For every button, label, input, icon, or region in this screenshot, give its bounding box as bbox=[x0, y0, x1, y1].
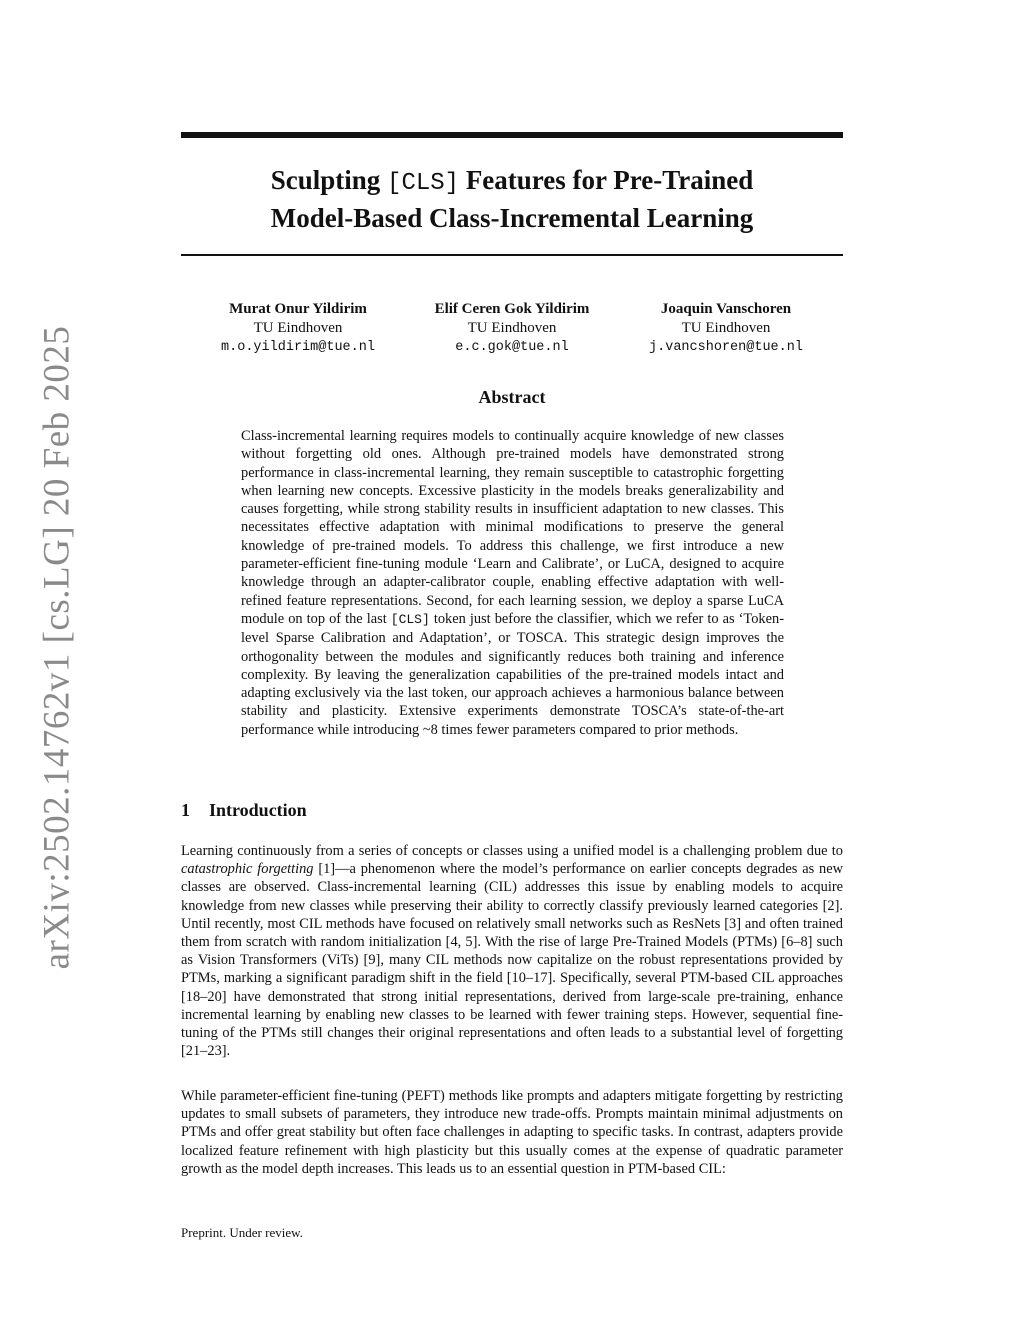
author-block bbox=[181, 300, 843, 360]
author-name: Murat Onur Yildirim bbox=[229, 301, 367, 317]
title-line2: Model-Based Class-Incremental Learning bbox=[270, 203, 754, 233]
intro-p1-italic: catastrophic forgetting bbox=[181, 861, 314, 878]
author-email[interactable]: m.o.yildirim@tue.nl bbox=[221, 340, 375, 355]
section-number: 1 bbox=[181, 800, 190, 820]
arxiv-stamp-text: arXiv:2502.14762v1 [cs.LG] 20 Feb 2025 bbox=[36, 325, 78, 970]
abstract-text bbox=[241, 427, 784, 739]
author-1 bbox=[188, 300, 408, 357]
abstract-heading: Abstract bbox=[478, 387, 546, 407]
intro-p1-part1: Learning continuously from a series of concepts or classes using a unified model is a challenging problem due to bbox=[181, 843, 843, 859]
author-3 bbox=[616, 300, 836, 357]
section-title: Introduction bbox=[209, 800, 307, 820]
footer-note: Preprint. Under review. bbox=[181, 1225, 303, 1240]
intro-paragraph-1 bbox=[181, 842, 843, 1060]
title-top-rule bbox=[181, 132, 843, 138]
title-part2: Features for Pre-Trained bbox=[459, 165, 754, 195]
intro-paragraph-2 bbox=[181, 1087, 843, 1178]
author-affiliation: TU Eindhoven bbox=[253, 320, 343, 336]
author-name: Joaquin Vanschoren bbox=[660, 301, 792, 317]
paper-title bbox=[181, 163, 843, 235]
arxiv-stamp bbox=[36, 325, 78, 970]
section-heading-introduction bbox=[181, 800, 307, 821]
abstract-text-part2: token just before the classifier, which we refer to as ‘Token-level Sparse Calibration and Adaptation’, or TOSCA. This strategic design improves the orthogonality between the modules and significantly reduces both training and inference complexity. By leaving the generalization capabilities of the pre-trained models intact and adapting exclusively via the last token, our approach achieves a harmonious balance between stability and plasticity. Extensive experiments demonstrate TOSCA’s state-of-the-art performance while introducing ~8 times fewer parameters compared to prior methods. bbox=[241, 610, 784, 738]
title-cls-token: [CLS] bbox=[387, 170, 460, 197]
author-email[interactable]: j.vancshoren@tue.nl bbox=[649, 340, 803, 355]
intro-p2-text: While parameter-efficient fine-tuning (PEFT) methods like prompts and adapters mitigate forgetting by restricting updates to small subsets of parameters, they introduce new trade-offs. Prompts maintain minimal adjustments on PTMs and offer great stability but often face challenges in adapting to specific tasks. In contrast, adapters provide localized feature refinement with high plasticity but this usually comes at the expense of quadratic parameter growth as the model depth increases. This leads us to an essential question in PTM-based CIL: bbox=[181, 1088, 843, 1177]
author-2 bbox=[402, 300, 622, 357]
title-part1: Sculpting bbox=[270, 165, 388, 195]
abstract-text-part1: Class-incremental learning requires models to continually acquire knowledge of new classes without forgetting old ones. Although pre-trained models have demonstrated strong performance in class-incremental learning, they remain susceptible to catastrophic forgetting when learning new concepts. Excessive plasticity in the models breaks generalizability and causes forgetting, while strong stability results in insufficient adaptation to new classes. This necessitates effective adaptation with minimal modifications to preserve the general knowledge of pre-trained models. To address this challenge, we first introduce a new parameter-efficient fine-tuning module ‘Learn and Calibrate’, or LuCA, designed to acquire knowledge through an adapter-calibrator couple, enabling effective adaptation with well-refined feature representations. Second, for each learning session, we deploy a sparse LuCA module on top of the last bbox=[241, 428, 784, 627]
author-email[interactable]: e.c.gok@tue.nl bbox=[455, 340, 569, 355]
author-name: Elif Ceren Gok Yildirim bbox=[434, 301, 590, 317]
author-affiliation: TU Eindhoven bbox=[467, 320, 557, 336]
title-bottom-rule bbox=[181, 254, 843, 256]
intro-p1-part2: [1]—a phenomenon where the model’s performance on earlier concepts degrades as new classes are observed. Class-incremental learning (CIL) addresses this issue by enabling models to acquire knowledge from new classes while preserving their ability to correctly classify previously learned categories [2]. Until recently, most CIL methods have focused on relatively small networks such as ResNets [3] and often trained them from scratch with random initialization [4, 5]. With the rise of large Pre-Trained Models (PTMs) [6–8] such as Vision Transformers (ViTs) [9], many CIL methods now capitalize on the robust representations provided by PTMs, marking a significant paradigm shift in the field [10–17]. Specifically, several PTM-based CIL approaches [18–20] have demonstrated that strong initial representations, derived from large-scale pre-training, enhance incremental learning by enabling new classes to be learned with fewer training steps. However, sequential fine-tuning of the PTMs still changes their original representations and often leads to a substantial level of forgetting [21–23]. bbox=[181, 861, 843, 1060]
abstract-cls-token: [CLS] bbox=[390, 611, 430, 627]
author-affiliation: TU Eindhoven bbox=[681, 320, 771, 336]
